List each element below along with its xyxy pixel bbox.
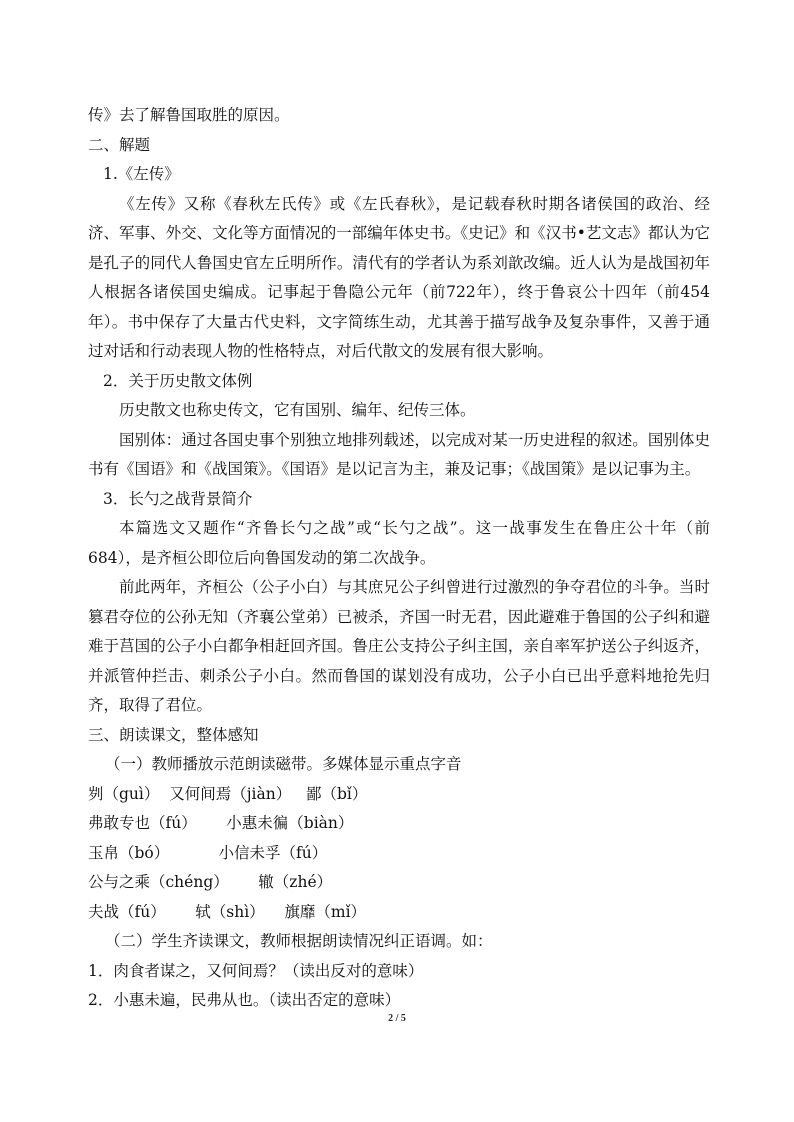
paragraph-background-2 (88, 573, 710, 721)
section-heading-2: 二、解题 (88, 135, 151, 154)
paragraph-guobie (88, 426, 710, 485)
pinyin-line-1: 刿（guì） 又何间焉（jiàn） 鄙（bǐ） (88, 784, 368, 803)
paragraph-background-1 (88, 514, 710, 573)
example-2: 2．小惠未遍，民弗从也。（读出否定的意味） (88, 991, 401, 1009)
paragraph-text: 本篇选文又题作“齐鲁长勺之战”或“长勺之战”。这一战事发生在鲁庄公十年（前684），是齐桓公即位后向鲁国发动的第二次战争。 (88, 519, 710, 567)
subheading-zuozhuan: 1.《左传》 (103, 165, 180, 183)
paragraph-text: 国别体：通过各国史事个别独立地排列载述，以完成对某一历史进程的叙述。国别体史书有《国语》和《战国策》。《国语》是以记言为主，兼及记事；《战国策》是以记事为主。 (88, 430, 710, 478)
page-number: 2 / 5 (388, 1013, 406, 1024)
text-line: 传》去了解鲁国取胜的原因。 (88, 106, 290, 124)
paragraph-text: 前此两年，齐桓公（公子小白）与其庶兄公子纠曾进行过激烈的争夺君位的斗争。当时篡君夺位的公孙无知（齐襄公堂弟）已被杀，齐国一时无君，因此避难于鲁国的公子纠和避难于莒国的公子小白都争相赶回齐国。鲁庄公支持公子纠主国，亲自率军护送公子纠返齐，并派管仲拦击、刺杀公子小白。然而鲁国的谋划没有成功，公子小白已出乎意料地抢先归齐，取得了君位。 (88, 578, 710, 714)
subheading-history-prose: 2．关于历史散文体例 (103, 371, 253, 390)
paragraph-history-prose (88, 396, 710, 426)
step-2-text: （二）学生齐读课文，教师根据朗读情况纠正语调。如： (105, 932, 493, 950)
step-1-text: （一）教师播放示范朗读磁带。多媒体显示重点字音 (105, 755, 462, 773)
paragraph-text: 《左传》又称《春秋左氏传》或《左氏春秋》，是记载春秋时期各诸侯国的政治、经济、军事、外交、文化等方面情况的一部编年体史书。《史记》和《汉书•艺文志》都认为它是孔子的同代人鲁国史官左丘明所作。清代有的学者认为系刘歆改编。近人认为是战国初年人根据各诸侯国史编成。记事起于鲁隐公元年（前722年），终于鲁哀公十四年（前454年）。书中保存了大量古代史料，文字简练生动，尤其善于描写战争及复杂事件，又善于通过对话和行动表现人物的性格特点，对后代散文的发展有很大影响。 (88, 194, 710, 360)
example-1: 1．肉食者谋之，又何间焉？（读出反对的意味） (88, 961, 424, 980)
pinyin-line-3: 玉帛（bó） 小信未孚（fú） (88, 843, 328, 862)
paragraph-zuozhuan (88, 190, 710, 367)
page-content (88, 101, 710, 1016)
pinyin-line-5: 夫战（fú） 轼（shì） 旗靡（mǐ） (88, 902, 367, 921)
subheading-background: 3．长勺之战背景简介 (103, 489, 253, 508)
pinyin-line-4: 公与之乘（chéng） 辙（zhé） (88, 873, 333, 891)
pinyin-line-2: 弗敢专也（fú） 小惠未徧（biàn） (88, 814, 354, 832)
section-heading-3: 三、朗读课文，整体感知 (88, 725, 259, 744)
paragraph-text: 历史散文也称史传文，它有国别、编年、纪传三体。 (119, 401, 476, 419)
